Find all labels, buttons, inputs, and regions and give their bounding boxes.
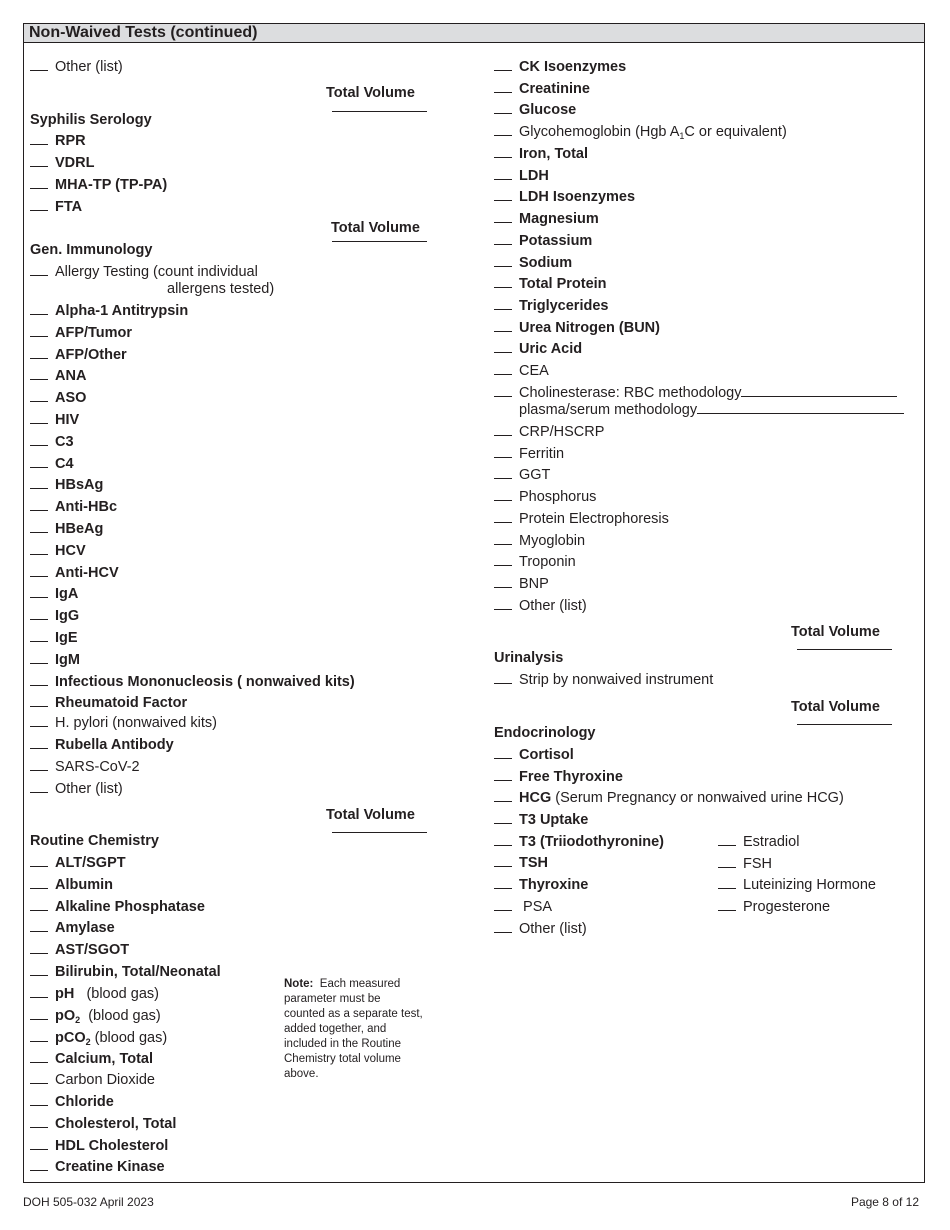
list-item	[718, 876, 876, 894]
list-item: Other (list)	[30, 58, 123, 76]
list-item-label: LDH	[519, 167, 549, 184]
checkbox-blank[interactable]	[494, 423, 512, 436]
list-item-label: Alpha-1 Antitrypsin	[55, 303, 189, 319]
checkbox-blank[interactable]	[30, 629, 48, 642]
list-item-label: BNP	[519, 575, 549, 592]
list-item	[30, 346, 127, 364]
list-item	[30, 198, 82, 216]
list-item-label: Urea Nitrogen (BUN)	[519, 319, 660, 336]
list-item-label: Cholesterol, Total	[55, 1115, 177, 1132]
list-item: Other (list)	[494, 920, 587, 938]
list-item-label: Rheumatoid Factor	[55, 695, 188, 712]
list-item	[494, 811, 588, 829]
checkbox-blank[interactable]	[494, 319, 512, 332]
checkbox-blank[interactable]	[30, 302, 48, 315]
list-item	[30, 498, 117, 516]
checkbox-blank[interactable]	[494, 232, 512, 245]
list-item: $pO_2$ (blood gas)	[30, 1007, 161, 1029]
total-volume-label: Total Volume	[791, 699, 880, 715]
list-item-continued: allergens tested)	[167, 281, 275, 297]
list-item	[718, 833, 799, 851]
list-item	[30, 854, 126, 872]
list-item-label: HDL Cholesterol	[55, 1137, 169, 1154]
checkbox-blank[interactable]	[718, 876, 736, 889]
checkbox-blank[interactable]	[30, 433, 48, 446]
list-item: SARS-CoV-2	[30, 758, 140, 776]
list-item	[494, 833, 664, 851]
list-item-label: C3	[55, 433, 74, 450]
list-item	[494, 768, 623, 786]
list-item	[30, 876, 113, 894]
list-item: CEA	[494, 362, 549, 380]
list-item-label: CK Isoenzymes	[519, 59, 627, 75]
list-item	[30, 1093, 114, 1111]
list-item	[30, 542, 86, 560]
checkbox-blank[interactable]	[494, 768, 512, 781]
list-item-label: Myoglobin	[519, 532, 586, 549]
checkbox-blank[interactable]	[30, 367, 48, 380]
checkbox-blank[interactable]	[30, 780, 48, 793]
checkbox-blank[interactable]	[494, 466, 512, 479]
checkbox-blank[interactable]	[494, 254, 512, 267]
list-item-label: Creatine Kinase	[55, 1159, 165, 1176]
checkbox-blank[interactable]	[30, 1137, 48, 1150]
checkbox-blank[interactable]	[494, 210, 512, 223]
section-heading: Syphilis Serology	[30, 112, 152, 128]
total-volume-label: Total Volume	[326, 85, 415, 101]
list-item	[494, 532, 585, 550]
list-item-label: ASO	[55, 390, 87, 407]
list-item-label: ANA	[55, 368, 87, 385]
checkbox-blank[interactable]	[494, 854, 512, 867]
checkbox-blank[interactable]	[494, 532, 512, 545]
list-item-label: Glucose	[519, 102, 577, 119]
checkbox-blank[interactable]	[718, 898, 736, 911]
list-item-label: Triglycerides	[519, 297, 609, 314]
checkbox-blank[interactable]	[30, 1007, 48, 1020]
list-item	[30, 1137, 168, 1155]
list-item-label: AFP/Other	[55, 346, 127, 363]
list-item	[494, 101, 576, 119]
list-item	[494, 188, 635, 206]
list-item-label: Creatinine	[519, 80, 590, 97]
section-heading: Routine Chemistry	[30, 833, 159, 849]
list-item	[30, 433, 74, 451]
checkbox-blank[interactable]	[494, 340, 512, 353]
list-item-label: CRP/HSCRP	[519, 424, 605, 440]
list-item: HCG (Serum Pregnancy or nonwaived urine HCG)	[494, 789, 844, 807]
checkbox-blank[interactable]	[494, 510, 512, 523]
list-item: Carbon Dioxide	[30, 1071, 155, 1089]
checkbox-blank[interactable]	[30, 455, 48, 468]
list-item	[494, 297, 608, 315]
list-item	[30, 302, 188, 320]
checkbox-blank[interactable]	[30, 1029, 48, 1042]
checkbox-blank[interactable]	[718, 833, 736, 846]
list-item	[494, 876, 588, 894]
list-item	[494, 145, 588, 163]
total-volume-label: Total Volume	[326, 807, 415, 823]
right-column	[494, 24, 922, 1184]
list-item-label: T3 (Triiodothyronine)	[519, 833, 664, 850]
list-item-label: Iron, Total	[519, 146, 589, 162]
checkbox-blank[interactable]	[30, 198, 48, 211]
checkbox-blank[interactable]	[30, 714, 48, 727]
list-item	[494, 746, 574, 764]
list-item	[30, 564, 119, 582]
list-item-label: Ferritin	[519, 445, 565, 462]
checkbox-blank[interactable]	[30, 346, 48, 359]
list-item	[30, 898, 205, 916]
list-item	[494, 854, 548, 872]
checkbox-blank[interactable]	[30, 876, 48, 889]
list-item-label: FSH	[743, 855, 772, 872]
list-item-label: T3 Uptake	[519, 812, 589, 828]
list-item	[30, 941, 129, 959]
checkbox-blank[interactable]	[494, 80, 512, 93]
checkbox-blank[interactable]	[30, 132, 48, 145]
checkbox-blank[interactable]	[494, 362, 512, 375]
checkbox-blank[interactable]	[494, 876, 512, 889]
list-item: Rubella Antibody	[30, 736, 174, 754]
checkbox-blank[interactable]	[30, 963, 48, 976]
checkbox-blank[interactable]	[494, 188, 512, 201]
checkbox-blank[interactable]	[30, 564, 48, 577]
list-item-label: IgA	[55, 586, 79, 603]
list-item-label: Magnesium	[519, 211, 599, 228]
checkbox-blank[interactable]	[30, 411, 48, 424]
note-box: Note: Each measured parameter must be counted as a separate test, added together, and included in the Routine Chemistry total volume above.	[284, 978, 423, 1080]
checkbox-blank[interactable]	[30, 1093, 48, 1106]
list-item-label: Chloride	[55, 1094, 114, 1110]
list-item-label: VDRL	[55, 155, 95, 171]
list-item-label: Total Protein	[519, 276, 607, 293]
list-item-label: Estradiol	[743, 834, 800, 850]
footer-form-id: DOH 505-032 April 2023	[23, 1195, 154, 1209]
checkbox-blank[interactable]	[30, 941, 48, 954]
list-item-label: Potassium	[519, 232, 593, 249]
list-item	[30, 176, 167, 194]
list-item	[30, 1115, 176, 1133]
list-item-label: HCV	[55, 542, 86, 559]
list-item-label: Sodium	[519, 254, 573, 271]
list-item	[30, 455, 74, 473]
list-item	[494, 488, 596, 506]
list-item	[30, 154, 94, 172]
list-item-label: IgE	[55, 630, 78, 646]
list-item-label: Luteinizing Hormone	[743, 877, 876, 894]
checkbox-blank[interactable]	[30, 694, 48, 707]
checkbox-blank[interactable]	[494, 833, 512, 846]
list-item-label: Anti-HBc	[55, 499, 118, 516]
section-header: Non-Waived Tests (continued)	[24, 24, 924, 43]
checkbox-blank[interactable]	[30, 389, 48, 402]
total-volume-field[interactable]	[332, 111, 427, 112]
checkbox-blank[interactable]	[30, 898, 48, 911]
list-item	[30, 389, 86, 407]
list-item	[30, 694, 187, 712]
checkbox-blank[interactable]	[494, 488, 512, 501]
checkbox-blank[interactable]	[30, 607, 48, 620]
checkbox-blank[interactable]	[494, 553, 512, 566]
list-item-label: Anti-HCV	[55, 564, 119, 581]
list-item: Strip by nonwaived instrument	[494, 671, 713, 689]
list-item	[30, 132, 86, 150]
list-item-label: Bilirubin, Total/Neonatal	[55, 964, 221, 980]
list-item-label: Alkaline Phosphatase	[55, 898, 205, 915]
list-item-label: Amylase	[55, 920, 115, 937]
checkbox-blank[interactable]	[30, 585, 48, 598]
checkbox-blank[interactable]	[30, 476, 48, 489]
checkbox-blank[interactable]	[30, 736, 48, 749]
checkbox-blank[interactable]	[30, 919, 48, 932]
list-item: Other (list)	[30, 780, 123, 798]
list-item	[494, 167, 549, 185]
list-item-label: ALT/SGPT	[55, 855, 126, 871]
checkbox-blank[interactable]	[494, 671, 512, 684]
rbc-method-field[interactable]	[741, 384, 897, 397]
list-item	[30, 963, 221, 981]
list-item	[494, 275, 607, 293]
list-item	[30, 629, 78, 647]
list-item	[494, 58, 626, 76]
list-item	[494, 80, 590, 98]
checkbox-blank[interactable]	[30, 673, 48, 686]
list-item-label: Uric Acid	[519, 341, 583, 358]
list-item-label: Albumin	[55, 876, 113, 893]
checkbox-blank[interactable]	[30, 854, 48, 867]
checkbox-blank[interactable]	[30, 1050, 48, 1063]
list-item-label: HBsAg	[55, 477, 104, 494]
checkbox-blank[interactable]	[30, 263, 48, 276]
list-item-label: Protein Electrophoresis	[519, 510, 669, 527]
list-item	[30, 476, 103, 494]
list-item	[30, 651, 80, 669]
list-item	[494, 210, 599, 228]
checkbox-blank[interactable]	[494, 920, 512, 933]
list-item-label: Thyroxine	[519, 877, 589, 894]
list-item-label: MHA-TP (TP-PA)	[55, 177, 168, 193]
checkbox-blank[interactable]	[30, 1115, 48, 1128]
list-item-label: Free Thyroxine	[519, 768, 623, 785]
checkbox-blank[interactable]	[494, 384, 512, 397]
checkbox-blank[interactable]	[30, 651, 48, 664]
checkbox-blank[interactable]	[30, 176, 48, 189]
list-item-label: Troponin	[519, 554, 576, 571]
list-item	[494, 232, 592, 250]
list-item-label: HIV	[55, 412, 80, 428]
checkbox-blank[interactable]	[30, 498, 48, 511]
list-item: pCO$_2$ (blood gas)	[30, 1029, 167, 1051]
list-item: H. pylori (nonwaived kits)	[30, 714, 217, 732]
form-frame	[23, 23, 925, 1183]
list-item	[494, 597, 587, 615]
checkbox-blank[interactable]	[30, 154, 48, 167]
list-item-label: RPR	[55, 133, 86, 149]
checkbox-blank[interactable]	[30, 1071, 48, 1084]
list-item-label: AST/SGOT	[55, 942, 130, 959]
section-heading: Endocrinology	[494, 725, 596, 741]
checkbox-blank[interactable]	[494, 167, 512, 180]
list-item	[718, 855, 772, 873]
list-item-label: Cortisol	[519, 747, 574, 763]
list-item	[30, 520, 103, 538]
list-item-continued: plasma/serum methodology	[519, 401, 904, 419]
list-item	[494, 340, 582, 358]
checkbox-blank[interactable]	[494, 445, 512, 458]
list-item-label: Infectious Mononucleosis ( nonwaived kits)	[55, 673, 355, 690]
list-item	[494, 254, 572, 272]
section-heading: Urinalysis	[494, 650, 564, 666]
total-volume-field[interactable]	[797, 724, 892, 725]
checkbox-blank[interactable]	[494, 101, 512, 114]
list-item-label: IgG	[55, 608, 80, 625]
list-item	[718, 898, 830, 916]
list-item-label: C4	[55, 455, 74, 472]
list-item	[494, 553, 576, 571]
total-volume-label: Total Volume	[791, 624, 880, 640]
checkbox-blank[interactable]	[718, 855, 736, 868]
list-item: Glycohemoglobin (Hgb $A_1C$ or equivalent)	[494, 123, 787, 145]
checkbox-blank[interactable]	[494, 597, 512, 610]
checkbox-blank[interactable]	[494, 811, 512, 824]
list-item	[30, 607, 79, 625]
list-item-label: HBeAg	[55, 521, 104, 537]
checkbox-blank[interactable]	[494, 746, 512, 759]
list-item	[30, 324, 132, 342]
list-item	[494, 466, 550, 484]
checkbox-blank[interactable]	[494, 297, 512, 310]
checkbox-blank[interactable]	[30, 542, 48, 555]
list-item	[30, 411, 79, 429]
list-item: PSA	[494, 898, 552, 916]
list-item	[30, 919, 115, 937]
checkbox-blank[interactable]	[30, 58, 48, 71]
checkbox-blank[interactable]	[30, 1158, 48, 1171]
total-volume-field[interactable]	[332, 832, 427, 833]
list-item-label: Other (list)	[519, 597, 587, 614]
plasma-method-field[interactable]	[697, 401, 904, 414]
section-heading: Gen. Immunology	[30, 242, 153, 258]
list-item-label: Phosphorus	[519, 489, 597, 506]
list-item-label: LDH Isoenzymes	[519, 189, 636, 206]
left-column	[30, 24, 470, 1184]
list-item	[30, 673, 355, 691]
list-item	[494, 319, 660, 337]
list-item: pH (blood gas)	[30, 985, 159, 1003]
total-volume-field[interactable]	[332, 241, 427, 242]
list-item-label: Progesterone	[743, 899, 831, 916]
checkbox-blank[interactable]	[494, 275, 512, 288]
list-item-label: FTA	[55, 199, 83, 215]
checkbox-blank[interactable]	[30, 758, 48, 771]
list-item	[494, 510, 669, 528]
checkbox-blank[interactable]	[30, 520, 48, 533]
list-item	[494, 445, 564, 463]
checkbox-blank[interactable]	[30, 985, 48, 998]
list-item-label: AFP/Tumor	[55, 324, 133, 341]
footer-page-number: Page 8 of 12	[850, 1195, 919, 1209]
list-item	[30, 367, 86, 385]
list-item: Cholinesterase: RBC methodology	[494, 384, 897, 402]
list-item: Allergy Testing (count individual	[30, 263, 258, 281]
total-volume-field[interactable]	[797, 649, 892, 650]
total-volume-label: Total Volume	[331, 220, 420, 236]
list-item-label: GGT	[519, 467, 551, 484]
checkbox-blank[interactable]	[30, 324, 48, 337]
checkbox-blank[interactable]	[494, 575, 512, 588]
checkbox-blank[interactable]	[494, 123, 512, 136]
checkbox-blank[interactable]	[494, 789, 512, 802]
list-item	[494, 575, 549, 593]
list-item	[30, 585, 78, 603]
list-item: Calcium, Total	[30, 1050, 153, 1068]
checkbox-blank[interactable]	[494, 898, 512, 911]
checkbox-blank[interactable]	[494, 58, 512, 71]
list-item	[30, 1158, 165, 1176]
list-item-label: IgM	[55, 651, 80, 668]
list-item	[494, 423, 604, 441]
list-item-label: TSH	[519, 855, 548, 872]
checkbox-blank[interactable]	[494, 145, 512, 158]
